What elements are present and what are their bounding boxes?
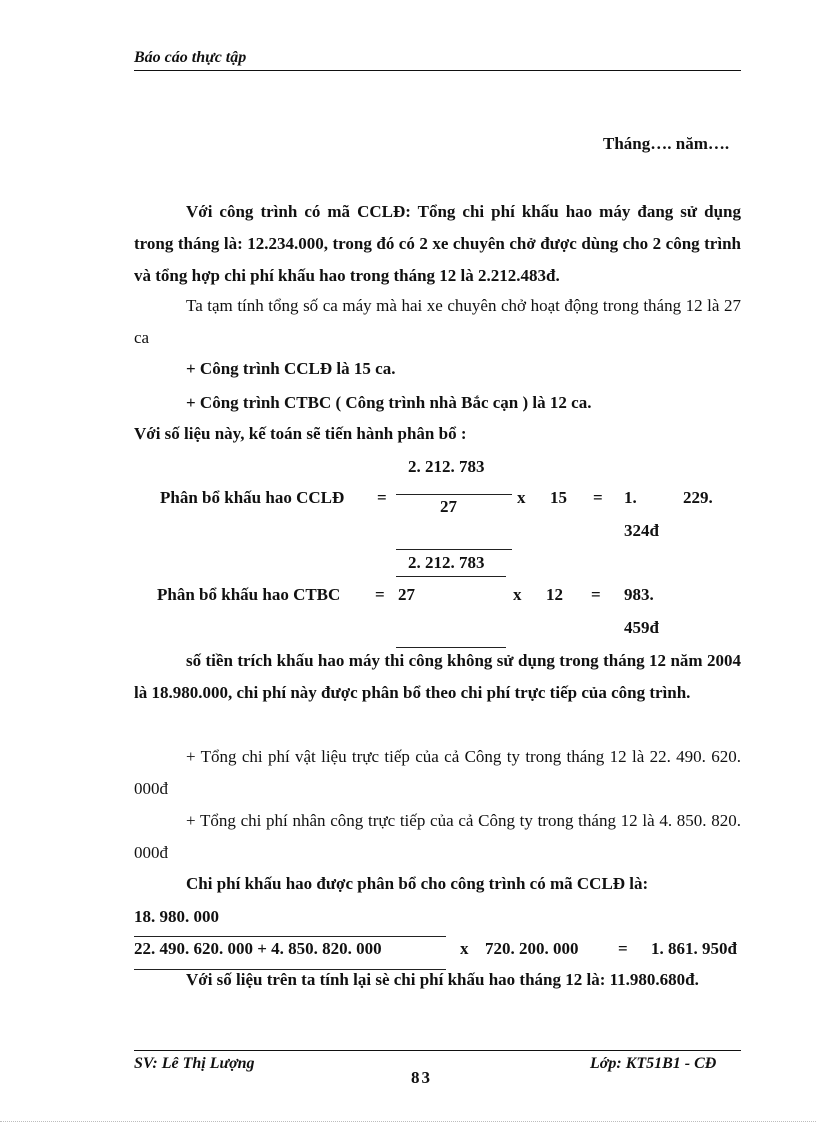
formula3-times: x <box>460 939 469 958</box>
formula2-result-part1: 983. <box>624 585 654 604</box>
formula3-factor: 720. 200. 000 <box>485 939 579 958</box>
paragraph-allocation-cclđ: Chi phí khấu hao được phân bổ cho công trình có mã CCLĐ là: <box>186 874 649 893</box>
formula2-numerator: 2. 212. 783 <box>408 553 485 572</box>
list-item-ctbc-shifts: + Công trình CTBC ( Công trình nhà Bắc cạn ) là 12 ca. <box>186 393 592 412</box>
formula3-numerator: 18. 980. 000 <box>134 907 219 926</box>
footer-rule <box>134 1050 741 1051</box>
list-item-material-cost: + Tổng chi phí vật liệu trực tiếp của cả Công ty trong tháng 12 là 22. 490. 620. 000đ <box>134 747 741 798</box>
formula1-fraction-bar <box>396 494 512 495</box>
formula2-equals-2: = <box>591 585 601 604</box>
header-rule <box>134 70 741 71</box>
date-line: Tháng…. năm…. <box>603 134 730 153</box>
formula1-numerator: 2. 212. 783 <box>408 457 485 476</box>
page-bottom-border <box>0 1121 816 1122</box>
formula1-result-part2: 229. <box>683 488 713 507</box>
paragraph-unused-depreciation: số tiền trích khấu hao máy thi công không sử dụng trong tháng 12 năm 2004 là 18.980.000, chi phí này được phân bổ theo chi phí trực tiếp của công trình. <box>134 651 741 702</box>
formula2-equals: = <box>375 585 385 604</box>
formula1-equals-2: = <box>593 488 603 507</box>
paragraph-shift-count: Ta tạm tính tổng số ca máy mà hai xe chuyên chở hoạt động trong tháng 12 là 27 ca <box>134 296 741 347</box>
formula3-denominator: 22. 490. 620. 000 + 4. 850. 820. 000 <box>134 939 382 958</box>
formula3-fraction-bar <box>134 936 446 937</box>
formula2-times: x <box>513 585 522 604</box>
formula1-label: Phân bổ khấu hao CCLĐ <box>160 488 345 507</box>
formula2-result-part2: 459đ <box>624 618 659 637</box>
footer-page-number: 83 <box>411 1068 432 1087</box>
formula2-top-rule <box>396 549 512 550</box>
formula2-fraction-bar <box>396 576 506 577</box>
header-title: Báo cáo thực tập <box>134 49 247 66</box>
formula2-label: Phân bổ khấu hao CTBC <box>157 585 341 604</box>
formula1-result-part1: 1. <box>624 488 637 507</box>
footer-student: SV: Lê Thị Lượng <box>134 1055 255 1072</box>
list-item-cclđ-shifts: + Công trình CCLĐ là 15 ca. <box>186 359 396 378</box>
formula1-factor: 15 <box>550 488 567 507</box>
allocation-intro: Với số liệu này, kế toán sẽ tiến hành phân bổ : <box>134 424 467 443</box>
formula3-equals: = <box>618 939 628 958</box>
formula1-denominator: 27 <box>440 497 457 516</box>
formula1-equals: = <box>377 488 387 507</box>
formula1-result-part3: 324đ <box>624 521 659 540</box>
footer-class: Lớp: KT51B1 - CĐ <box>590 1055 717 1072</box>
formula3-result: 1. 861. 950đ <box>651 939 737 958</box>
formula1-times: x <box>517 488 526 507</box>
paragraph-recalculated-depreciation: Với số liệu trên ta tính lại sè chi phí khấu hao tháng 12 là: 11.980.680đ. <box>186 970 699 989</box>
formula2-denominator: 27 <box>398 585 415 604</box>
list-item-labor-cost: + Tổng chi phí nhân công trực tiếp của cả Công ty trong tháng 12 là 4. 850. 820. 000đ <box>134 811 741 862</box>
paragraph-depreciation-total: Với công trình có mã CCLĐ: Tổng chi phí khấu hao máy đang sử dụng trong tháng là: 12.234.000, trong đó có 2 xe chuyên chở được dùng cho 2 công trình và tổng hợp chi phí khấu hao trong tháng 12 là 2.212.483đ. <box>134 202 741 285</box>
formula2-factor: 12 <box>546 585 563 604</box>
